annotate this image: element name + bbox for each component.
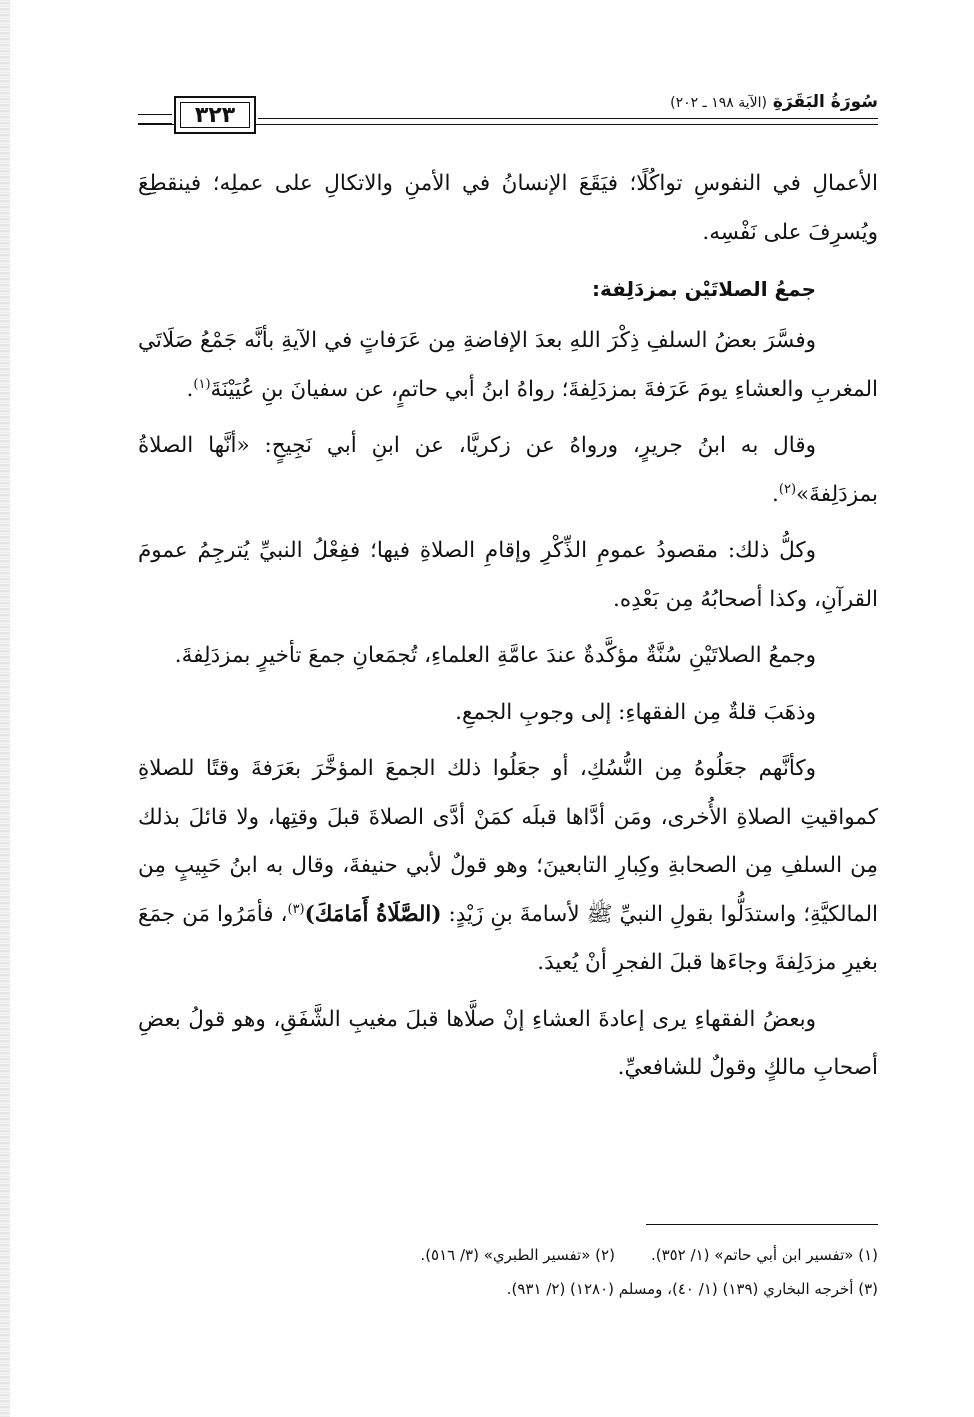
paragraph: وجمعُ الصلاتَيْنِ سُنَّةٌ مؤكَّدةٌ عندَ عامَّةِ العلماءِ، تُجمَعانِ جمعَ تأخيرٍ بمزدَلِفةَ. <box>174 643 816 668</box>
footnote-marker: (٣) <box>287 901 305 917</box>
paragraph-text: وكأنَّهم جعَلُوهُ مِن النُّسُكِ، أو جعَلُوا ذلك الجمعَ المؤخَّرَ بعَرَفةَ وقتًا للصلاةِ كمواقيتِ الصلاةِ الأُخرى، ومَن أدَّاها قبلَه كمَنْ أدَّى الصلاةَ قبلَ وقتِها، ولا قائلَ بذلك مِن السلفِ مِن الصحابةِ وكِبارِ التابعينَ؛ وهو قولٌ لأبي حنيفةَ، وقال به ابنُ حَبِيبٍ مِن المالكيَّةِ؛ واستدَلُّوا بقولِ النبيِّ ﷺ لأسامةَ بنِ زَيْدٍ: <box>138 756 878 927</box>
footnotes <box>138 1238 878 1306</box>
header-rule <box>258 118 878 119</box>
page-number-frame <box>174 96 256 134</box>
footnote-separator <box>646 1224 878 1225</box>
footnote-3: (٣) أخرجه البخاري (١٣٩) (١/ ٤٠)، ومسلم (١٢٨٠) (٢/ ٩٣١). <box>506 1280 878 1298</box>
paragraph: الأعمالِ في النفوسِ تواكُلًا؛ فيَقَعَ الإنسانُ في الأمنِ والاتكالِ على عملِه؛ فينقطِعَ ويُسرِفَ على نَفْسِه. <box>138 171 878 245</box>
hadith-quote: (الصَّلَاةُ أَمَامَكَ) <box>304 901 442 927</box>
paragraph-text: ، فأمَرُوا مَن جمَعَ بغيرِ مزدَلِفةَ وجاءَها قبلَ الفجرِ أنْ يُعيدَ. <box>138 901 878 975</box>
footnote-row <box>138 1272 878 1306</box>
surah-title: سُورَةُ البَقَرَةِ <box>772 92 878 112</box>
footnote-2: (٢) «تفسير الطبري» (٣/ ٥١٦). <box>420 1246 615 1264</box>
verse-range: (الآية ١٩٨ ـ ٢٠٢) <box>670 95 767 111</box>
scan-edge <box>0 0 10 1417</box>
paragraph: وبعضُ الفقهاءِ يرى إعادةَ العشاءِ إنْ صلَّاها قبلَ مغيبِ الشَّفَقِ، وهو قولُ بعضِ أصحابِ مالكٍ وقولٌ للشافعيِّ. <box>138 1006 878 1080</box>
header-rule <box>138 114 172 124</box>
footnote-marker: (١) <box>193 376 211 392</box>
paragraph <box>138 422 878 519</box>
page-header <box>138 92 878 138</box>
body-text <box>138 160 878 1101</box>
paragraph: وكلُّ ذلك: مقصودُ عمومِ الذِّكْرِ وإقامِ الصلاةِ فيها؛ ففِعْلُ النبيِّ يُترجِمُ عمومَ القرآنِ، وكذا أصحابُهُ مِن بَعْدِه. <box>138 538 878 612</box>
paragraph-text: وقال به ابنُ جريرٍ، ورواهُ عن زكريَّا، عن ابنِ أبي نَجِيحٍ: «أنَّها الصلاةُ بمزدَلِفةَ» <box>138 433 878 507</box>
paragraph-end: . <box>186 376 194 402</box>
footnote-1: (١) «تفسير ابن أبي حاتم» (١/ ٣٥٢). <box>650 1246 878 1264</box>
running-title <box>662 92 878 112</box>
paragraph-text: وفسَّرَ بعضُ السلفِ ذِكْرَ اللهِ بعدَ الإفاضةِ مِن عَرَفاتٍ في الآيةِ بأنَّه جَمْعُ صَلَاتَي المغربِ والعشاءِ يومَ عَرَفةَ بمزدَلِفةَ؛ رواهُ ابنُ أبي حاتمٍ، عن سفيانَ بنِ عُيَيْنَةَ <box>138 328 878 402</box>
page-number: ٣٢٣ <box>194 102 236 128</box>
paragraph: وذهَبَ قلةٌ مِن الفقهاءِ: إلى وجوبِ الجمعِ. <box>455 699 816 725</box>
paragraph <box>138 745 878 988</box>
section-heading: جمعُ الصلاتَيْن بمزدَلِفة: <box>592 277 816 301</box>
paragraph <box>138 317 878 414</box>
footnote-marker: (٢) <box>778 481 797 497</box>
footnote-row <box>138 1238 878 1272</box>
paragraph-end: . <box>772 481 779 507</box>
